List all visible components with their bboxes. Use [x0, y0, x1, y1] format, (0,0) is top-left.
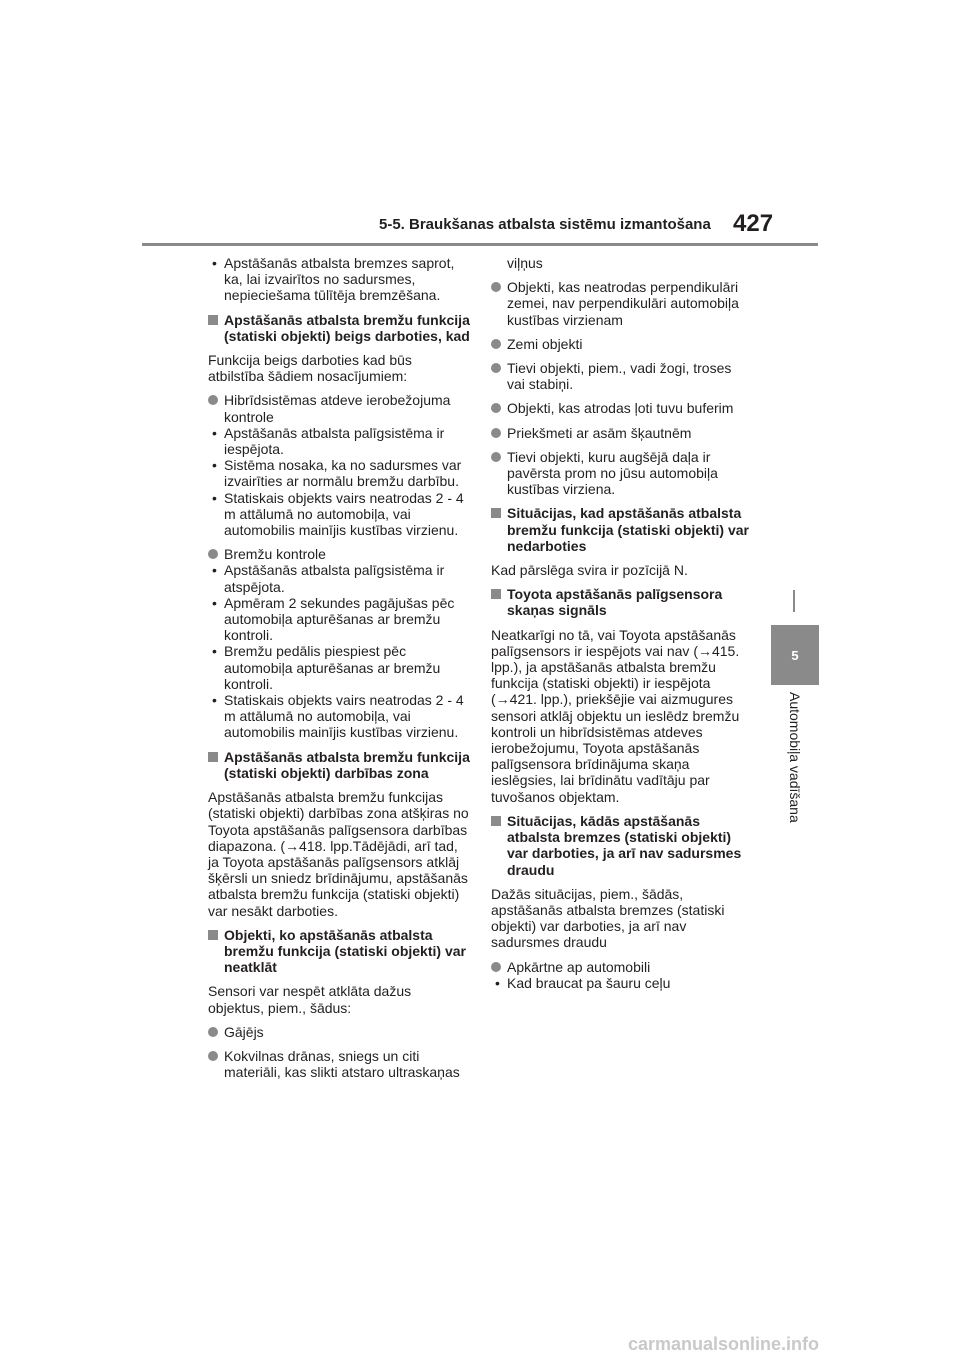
- bullet-continuation: viļņus: [507, 255, 543, 271]
- heading-operating-zone: Apstāšanās atbalsta bremžu funkcija (statiski objekti) darbības zona: [208, 749, 470, 781]
- bullet-group: [208, 546, 470, 740]
- bullet-item: Hibrīdsistēmas atdeve ierobežojuma kontrole: [208, 392, 470, 424]
- left-column: [208, 255, 470, 1080]
- heading-sensor-sound: Toyota apstāšanās palīgsensora skaņas signāls: [491, 586, 753, 618]
- intro-sub-bullet: • Apstāšanās atbalsta bremzes saprot, ka, lai izvairītos no sadursmes, nepieciešama tūlītēja bremzēšana.: [208, 255, 470, 304]
- paragraph: Sensori var nespēt atklāta dažus objektus, piem., šādus:: [208, 983, 412, 1016]
- sub-bullet: • Statiskais objekts vairs neatrodas 2 - 4 m attālumā no automobiļa, vai automobilis mainījis kustības virzienu.: [208, 692, 470, 741]
- chapter-label: Automobiļa vadīšana: [787, 692, 803, 823]
- bullet-item: Tievi objekti, piem., vadi žogi, troses vai stabiņi.: [491, 360, 753, 392]
- sub-bullet: • Apstāšanās atbalsta palīgsistēma ir atspējota.: [208, 562, 470, 594]
- sub-bullet: • Sistēma nosaka, ka no sadursmes var izvairīties ar normālu bremžu darbību.: [208, 457, 470, 489]
- heading-not-operating: Situācijas, kad apstāšanās atbalsta bremžu funkcija (statiski objekti) var nedarboties: [491, 505, 753, 554]
- bullet-item: Tievi objekti, kuru augšējā daļa ir pavērsta prom no jūsu automobiļa kustības virziena.: [491, 449, 753, 498]
- paragraph: Apstāšanās atbalsta bremžu funkcijas (statiski objekti) darbības zona atšķiras no Toyota apstāšanās palīgsensora darbības diapazona. (→418. lpp.Tādējādi, arī tad, ja Toyota apstāšanās palīgsensors atklāj šķērsli un sniedz brīdinājumu, apstāšanās atbalsta bremžu funkcija (statiski objekti) var nesākt darboties.: [208, 789, 469, 919]
- heading-undetected-objects: Objekti, ko apstāšanās atbalsta bremžu funkcija (statiski objekti) var neatklāt: [208, 927, 470, 976]
- paragraph: Neatkarīgi no tā, vai Toyota apstāšanās palīgsensors ir iespējots vai nav (→415. lpp.), ja apstāšanās atbalsta bremžu funkcija (statiski objekti) ir iespējota (→421. lpp.), priekšējie vai aizmugures sensori atklāj objektu un ieslēdz bremžu kontroli un hibrīdsistēmas atdeves ierobežojumu, Toyota apstāšanās palīgsensora brīdinājuma skaņa ieslēgsies, lai brīdinātu vadītāju par tuvošanos objektam.: [491, 626, 740, 805]
- heading-function-ends: Apstāšanās atbalsta bremžu funkcija (statiski objekti) beigs darboties, kad: [208, 312, 470, 344]
- right-column: [491, 255, 753, 991]
- header-divider: [142, 243, 818, 246]
- chapter-tab: 5: [771, 625, 819, 685]
- sub-bullet: • Apstāšanās atbalsta palīgsistēma ir iespējota.: [208, 425, 470, 457]
- bullet-item: Objekti, kas atrodas ļoti tuvu buferim: [491, 400, 753, 416]
- bullet-item: Priekšmeti ar asām šķautnēm: [491, 425, 753, 441]
- sub-bullet: • Apmēram 2 sekundes pagājušas pēc automobiļa apturēšanas ar bremžu kontroli.: [208, 595, 470, 644]
- bullet-item: Zemi objekti: [491, 336, 753, 352]
- heading-false-activation: Situācijas, kādās apstāšanās atbalsta bremzes (statiski objekti) var darboties, ja arī nav sadursmes draudu: [491, 813, 753, 878]
- bullet-item: Objekti, kas neatrodas perpendikulāri zemei, nav perpendikulāri automobiļa kustības virzienam: [491, 279, 753, 328]
- bullet-item: Bremžu kontrole: [208, 546, 470, 562]
- paragraph: Kad pārslēga svira ir pozīcijā N.: [491, 562, 688, 579]
- side-divider: [793, 590, 795, 612]
- bullet-item: Kokvilnas drānas, sniegs un citi materiāli, kas slikti atstaro ultraskaņas: [208, 1048, 470, 1080]
- paragraph: Dažās situācijas, piem., šādās, apstāšanās atbalsta bremzes (statiski objekti) var darboties, ja arī nav sadursmes draudu: [491, 885, 725, 951]
- sub-bullet: • Bremžu pedālis piespiest pēc automobiļa apturēšanas ar bremžu kontroli.: [208, 643, 470, 692]
- page-number: 427: [733, 210, 774, 237]
- bullet-item: Gājējs: [208, 1024, 470, 1040]
- sub-bullet: • Kad braucat pa šauru ceļu: [491, 975, 753, 991]
- watermark: carmanualsonline.info: [628, 1334, 820, 1354]
- paragraph: Funkcija beigs darboties kad būs atbilstība šādiem nosacījumiem:: [208, 352, 412, 385]
- section-title: 5-5. Braukšanas atbalsta sistēmu izmantošana: [379, 216, 711, 233]
- sub-bullet: • Statiskais objekts vairs neatrodas 2 - 4 m attālumā no automobiļa, vai automobilis mainījis kustības virzienu.: [208, 490, 470, 539]
- bullet-group: [208, 392, 470, 538]
- bullet-item: Apkārtne ap automobili: [491, 959, 753, 975]
